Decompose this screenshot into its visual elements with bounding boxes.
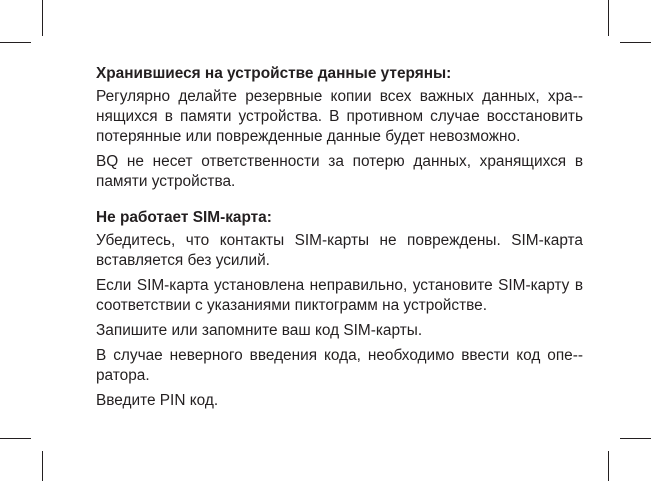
paragraph: Если SIM-карта установлена неправильно, установите SIM-карту в соответствии с указаниями пиктограмм на устройстве. — [96, 277, 583, 314]
crop-mark-bottom-left — [42, 451, 43, 481]
manual-page-content — [96, 63, 583, 416]
paragraph: Запишите или запомните ваш код SIM-карты. — [96, 322, 423, 339]
crop-mark-right-bottom — [620, 438, 651, 439]
crop-mark-bottom-right — [608, 451, 609, 481]
paragraph: Регулярно делайте резервные копии всех важных данных, хра-нящихся в памяти устройства. В противном случае восстановить потерянные или поврежденные данные будет невозможно. — [96, 88, 583, 145]
section-heading: Хранившиеся на устройстве данные утеряны: — [96, 65, 452, 82]
crop-mark-right-top — [620, 42, 651, 43]
section-sim-not-working — [96, 207, 583, 411]
paragraph: В случае неверного введения кода, необходимо ввести код опе-ратора. — [96, 347, 583, 384]
section-data-lost — [96, 63, 583, 192]
paragraph: Введите PIN код. — [96, 392, 219, 409]
section-heading: Не работает SIM-карта: — [96, 209, 272, 226]
paragraph: BQ не несет ответственности за потерю данных, хранящихся в памяти устройства. — [96, 153, 583, 190]
paragraph: Убедитесь, что контакты SIM-карты не повреждены. SIM-карта вставляется без усилий. — [96, 232, 583, 269]
crop-mark-top-left — [42, 0, 43, 36]
crop-mark-top-right — [608, 0, 609, 36]
crop-mark-left-bottom — [0, 438, 31, 439]
crop-mark-left-top — [0, 42, 31, 43]
